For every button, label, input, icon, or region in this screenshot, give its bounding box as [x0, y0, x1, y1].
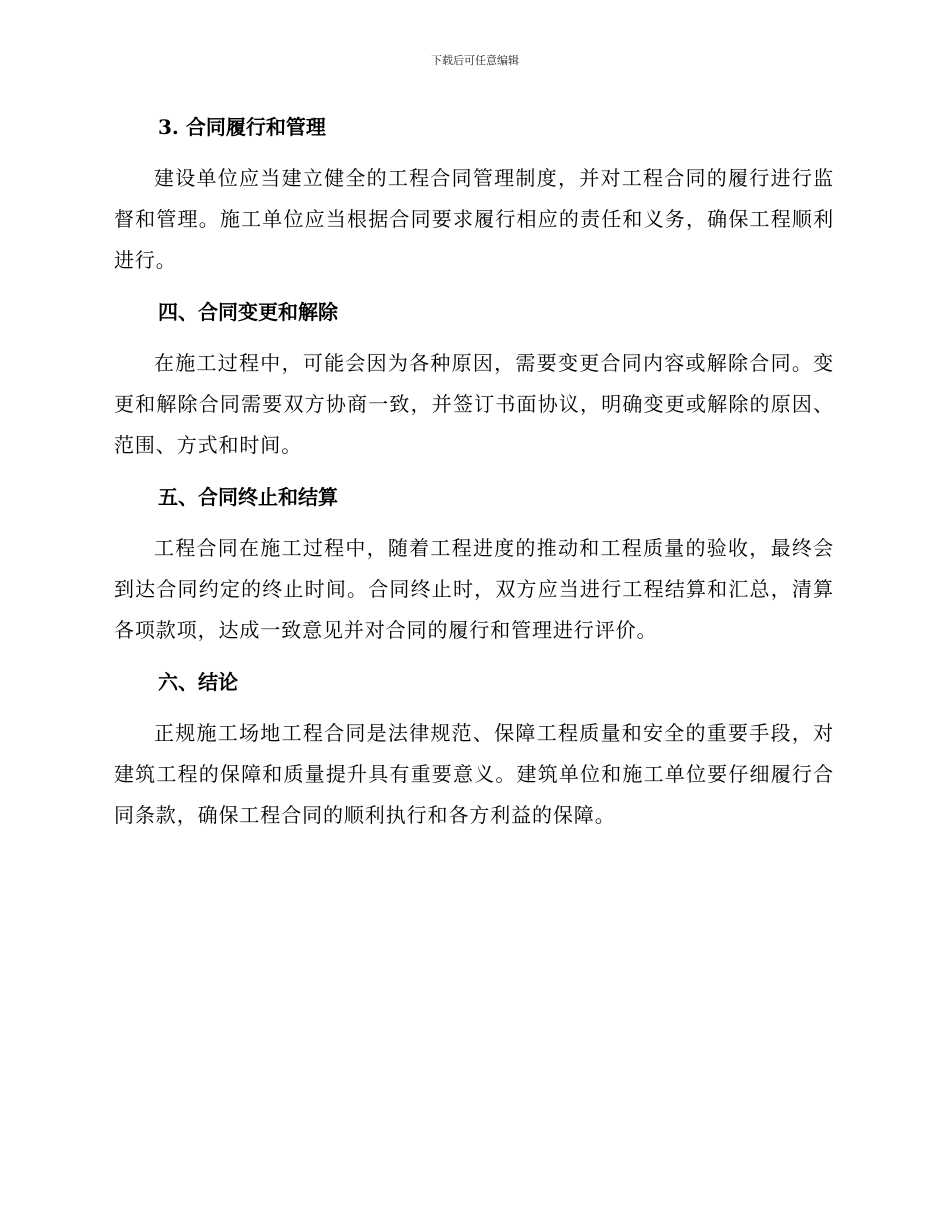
section-contract-termination [114, 478, 834, 651]
section-gap [114, 651, 834, 663]
section-heading: 五、合同终止和结算 [158, 485, 338, 509]
section-heading: 3. 合同履行和管理 [158, 115, 326, 139]
section-contract-performance [114, 108, 834, 281]
section-heading: 四、合同变更和解除 [158, 300, 338, 324]
section-paragraph: 正规施工场地工程合同是法律规范、保障工程质量和安全的重要手段，对建筑工程的保障和质量提升具有重要意义。建筑单位和施工单位要仔细履行合同条款，确保工程合同的顺利执行和各方利益的保障。 [114, 721, 834, 827]
section-heading: 六、结论 [158, 670, 238, 694]
section-paragraph: 在施工过程中，可能会因为各种原因，需要变更合同内容或解除合同。变更和解除合同需要双方协商一致，并签订书面协议，明确变更或解除的原因、范围、方式和时间。 [114, 351, 834, 457]
section-gap [114, 516, 834, 528]
page-header-note: 下载后可任意编辑 [431, 54, 519, 67]
section-contract-change [114, 293, 834, 466]
section-paragraph: 建设单位应当建立健全的工程合同管理制度，并对工程合同的履行进行监督和管理。施工单位应当根据合同要求履行相应的责任和义务，确保工程顺利进行。 [114, 166, 834, 272]
document-body [114, 108, 834, 836]
section-gap [114, 281, 834, 293]
section-gap [114, 466, 834, 478]
section-conclusion [114, 663, 834, 836]
section-gap [114, 331, 834, 343]
section-gap [114, 146, 834, 158]
section-paragraph: 工程合同在施工过程中，随着工程进度的推动和工程质量的验收，最终会到达合同约定的终止时间。合同终止时，双方应当进行工程结算和汇总，清算各项款项，达成一致意见并对合同的履行和管理进行评价。 [114, 536, 834, 642]
section-gap [114, 701, 834, 713]
